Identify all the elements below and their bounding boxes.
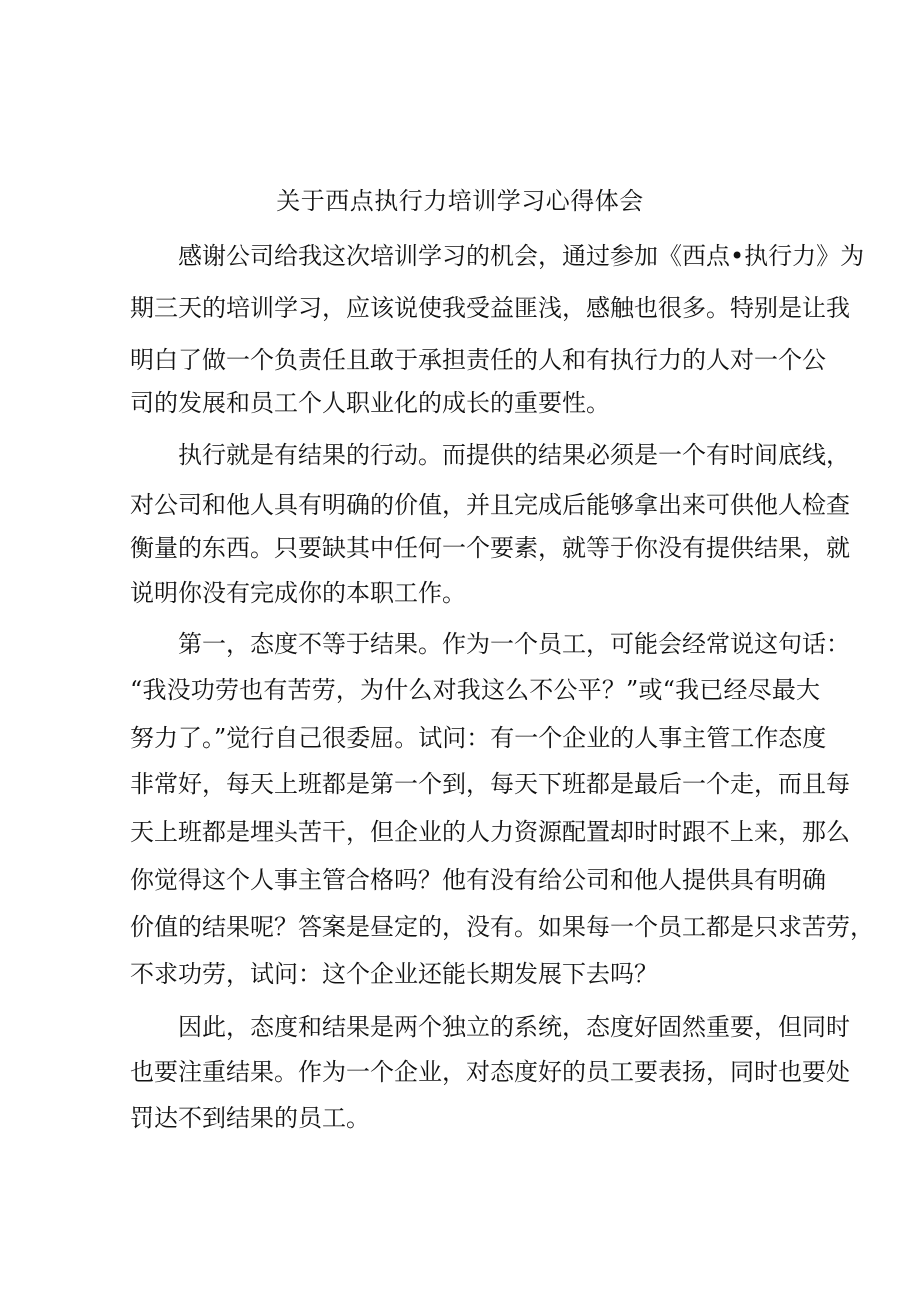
paragraph-2-line-1: 执行就是有结果的行动。而提供的结果必须是一个有时间底线，: [178, 441, 850, 469]
paragraph-4-line-2: 也要注重结果。作为一个企业，对态度好的员工要表扬，同时也要处: [130, 1058, 850, 1086]
paragraph-1-line-2: 期三天的培训学习，应该说使我受益匪浅，感触也很多。特别是让我: [130, 294, 850, 322]
paragraph-4-line-3: 罚达不到结果的员工。: [130, 1104, 370, 1132]
paragraph-3-line-2: “我没功劳也有苦劳，为什么对我这么不公平？”或“我已经尽最大: [130, 676, 820, 704]
paragraph-2-line-2: 对公司和他人具有明确的价值，并且完成后能够拿出来可供他人检查: [130, 491, 850, 519]
paragraph-1-line-4: 司的发展和员工个人职业化的成长的重要性。: [130, 389, 610, 417]
paragraph-2-line-4: 说明你没有完成你的本职工作。: [130, 579, 466, 607]
paragraph-4-line-1: 因此，态度和结果是两个独立的系统，态度好固然重要，但同时: [178, 1013, 850, 1041]
paragraph-3-line-8: 不求功劳，试问：这个企业还能长期发展下去吗？: [130, 960, 658, 988]
paragraph-3-line-5: 天上班都是埋头苦干，但企业的人力资源配置却时时跟不上来，那么: [130, 818, 850, 846]
page-title: 关于西点执行力培训学习心得体会: [276, 187, 644, 215]
paragraph-1-line-1: 感谢公司给我这次培训学习的机会，通过参加《西点•执行力》为: [178, 242, 865, 270]
paragraph-2-line-3: 衡量的东西。只要缺其中任何一个要素，就等于你没有提供结果，就: [130, 534, 850, 562]
paragraph-3-line-4: 非常好，每天上班都是第一个到，每天下班都是最后一个走，而且每: [130, 770, 850, 798]
paragraph-3-line-1: 第一，态度不等于结果。作为一个员工，可能会经常说这句话：: [178, 630, 850, 658]
paragraph-3-line-7: 价值的结果呢？答案是昼定的，没有。如果每一个员工都是只求苦劳，: [130, 913, 874, 941]
paragraph-3-line-6: 你觉得这个人事主管合格吗？他有没有给公司和他人提供具有明确: [130, 866, 826, 894]
paragraph-1-line-3: 明白了做一个负责任且敢于承担责任的人和有执行力的人对一个公: [130, 346, 826, 374]
paragraph-3-line-3: 努力了。”觉行自己很委屈。试问：有一个企业的人事主管工作态度: [130, 724, 827, 752]
